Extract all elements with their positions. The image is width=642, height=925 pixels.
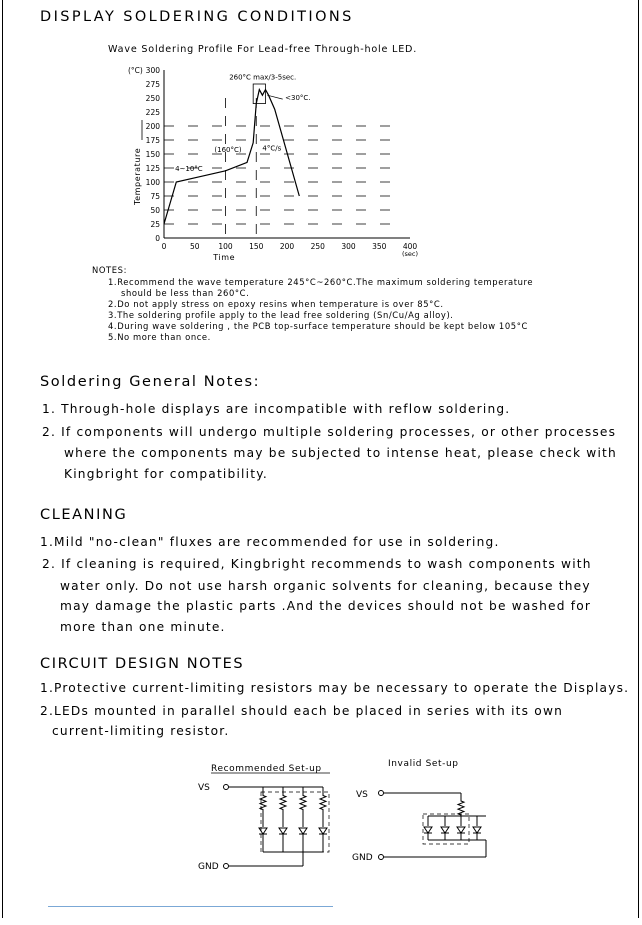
annotation-ramp-rate: 4~10°C (175, 164, 203, 173)
x-axis-label: Time (213, 253, 236, 262)
invalid-led-branches (424, 793, 486, 840)
x-tick-label: 300 (341, 242, 356, 251)
x-tick-label: 350 (372, 242, 387, 251)
y-tick-label: 300 (145, 66, 160, 75)
recommended-setup-label: Recommended Set-up (211, 764, 322, 774)
resistor-symbol (458, 800, 464, 816)
led-symbol (259, 828, 267, 834)
circuit-line-2-cont: current-limiting resistor. (52, 724, 230, 738)
general-note-1: 1. Through-hole displays are incompatible with reflow soldering. (42, 402, 511, 416)
recommended-display-outline (261, 792, 329, 852)
footer-link-line (48, 906, 333, 907)
general-note-2-cont1: where the components may be subjected to intense heat, please check with (64, 446, 617, 460)
note-2: 2.Do not apply stress on epoxy resins when temperature is over 85°C. (108, 299, 444, 309)
invalid-display-outline (423, 814, 469, 844)
led-symbol (424, 827, 432, 833)
cleaning-heading: CLEANING (40, 507, 128, 523)
led-symbol (457, 827, 465, 833)
y-tick-label: 50 (150, 206, 160, 215)
cleaning-line-3: water only. Do not use harsh organic solvents for cleaning, because they (60, 579, 591, 593)
resistor-symbol (280, 787, 286, 818)
x-tick-label: 0 (161, 242, 167, 251)
profile-title: Wave Soldering Profile For Lead-free Through-hole LED. (108, 44, 418, 55)
invalid-gnd-label: GND (352, 853, 373, 863)
invalid-setup-label: Invalid Set-up (388, 759, 459, 769)
display-soldering-heading: DISPLAY SOLDERING CONDITIONS (40, 9, 354, 25)
note-4: 4.During wave soldering , the PCB top-surface temperature should be kept below 105°C (108, 321, 528, 331)
led-symbol (441, 827, 449, 833)
general-note-2: 2. If components will undergo multiple soldering processes, or other processes (42, 425, 617, 439)
cleaning-line-2: 2. If cleaning is required, Kingbright recommends to wash components with (42, 557, 592, 571)
y-tick-label: 0 (155, 234, 160, 243)
cleaning-line-5: more than one minute. (60, 620, 226, 634)
cleaning-line-1: 1.Mild "no-clean" fluxes are recommended for use in soldering. (40, 535, 500, 549)
x-axis-unit: (sec) (401, 250, 419, 258)
y-tick-label: 125 (145, 164, 160, 173)
y-axis-label: Temperature (133, 147, 142, 205)
circuit-line-2: 2.LEDs mounted in parallel should each be placed in series with its own (40, 704, 564, 718)
x-tick-label: 200 (279, 242, 295, 251)
notes-label: NOTES: (92, 265, 128, 275)
led-symbol (279, 828, 287, 834)
y-tick-label: 250 (145, 94, 160, 103)
led-symbol (319, 828, 327, 834)
circuit-heading: CIRCUIT DESIGN NOTES (40, 656, 245, 672)
y-tick-label: 275 (145, 80, 160, 89)
annotation-time-limit: <30°C. (285, 94, 311, 103)
x-tick-label: 400 (402, 242, 418, 251)
led-symbol (473, 827, 481, 833)
x-tick-label: 250 (310, 242, 325, 251)
led-symbol (299, 828, 307, 834)
y-tick-label: 25 (150, 220, 160, 229)
y-tick-label: 225 (145, 108, 160, 117)
resistor-symbol (320, 787, 326, 818)
y-tick-label: 150 (145, 150, 160, 159)
annotation-cooling-rate: 4°C/s (262, 144, 282, 153)
recommended-gnd-label: GND (198, 862, 219, 872)
note-3: 3.The soldering profile apply to the lead free soldering (Sn/Cu/Ag alloy). (108, 310, 454, 320)
circuit-line-1: 1.Protective current-limiting resistors may be necessary to operate the Displays. (40, 681, 630, 695)
x-tick-label: 150 (249, 242, 264, 251)
y-tick-label: 200 (145, 122, 160, 131)
recommended-vs-label: VS (198, 783, 210, 793)
annotation-peak: 260°C max/3-5sec. (229, 73, 297, 82)
note-5: 5.No more than once. (108, 332, 211, 342)
recommended-led-branches (259, 787, 327, 852)
soldering-profile-chart (0, 0, 642, 340)
x-tick-label: 50 (189, 242, 200, 251)
invalid-vs-label: VS (356, 790, 368, 800)
y-tick-label: 175 (145, 136, 160, 145)
x-tick-label: 100 (218, 242, 233, 251)
y-tick-label: 100 (145, 178, 160, 187)
cleaning-line-4: may damage the plastic parts .And the devices should not be washed for (60, 599, 592, 613)
note-1: 1.Recommend the wave temperature 245°C~260°C.The maximum soldering temperature (108, 277, 534, 287)
general-notes-heading: Soldering General Notes: (40, 374, 261, 390)
resistor-symbol (300, 787, 306, 818)
resistor-symbol (260, 787, 266, 818)
temperature-profile-line (164, 90, 299, 224)
annotation-preheat: (160°C) (214, 145, 242, 154)
note-1-cont: should be less than 260°C. (121, 288, 250, 298)
y-axis-unit: (°C) (128, 66, 143, 75)
general-note-2-cont2: Kingbright for compatibility. (64, 467, 268, 481)
y-tick-label: 75 (150, 192, 160, 201)
